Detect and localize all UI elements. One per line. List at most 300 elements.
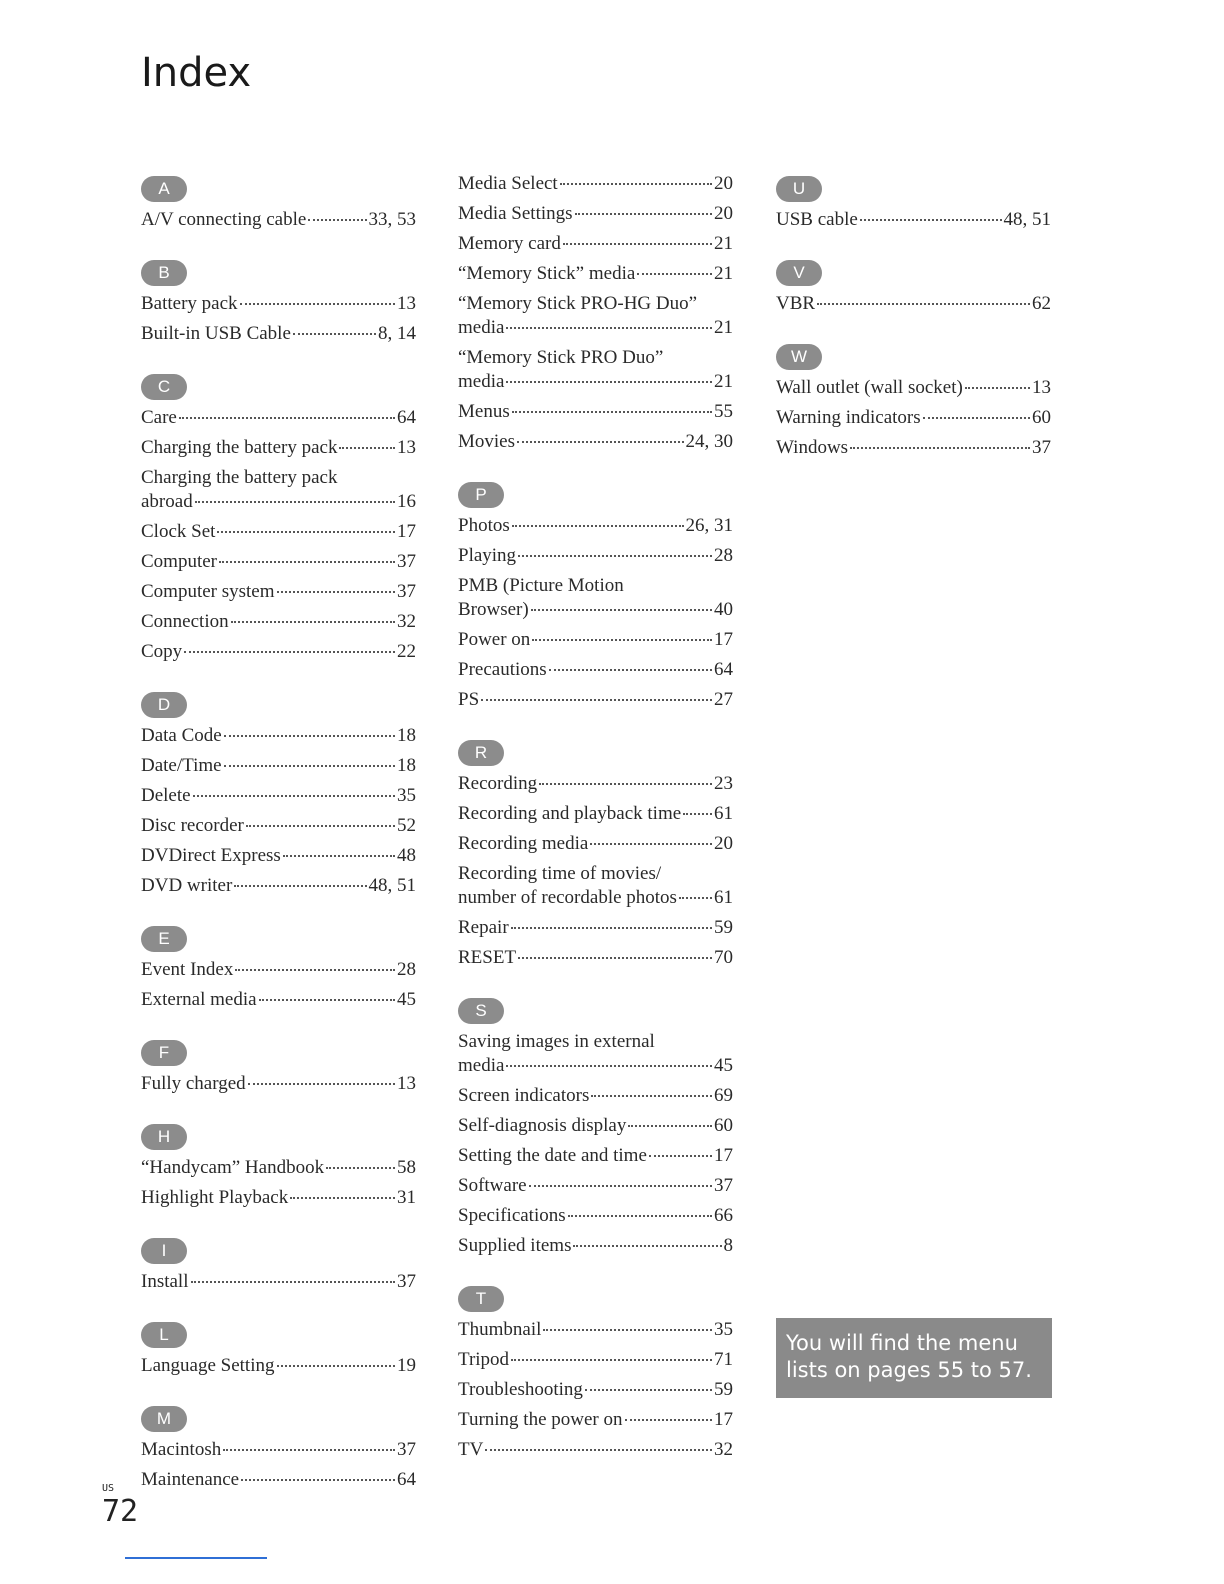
leader-dots: [224, 735, 395, 737]
leader-dots: [219, 561, 395, 563]
entry-name: Menus: [458, 401, 510, 422]
entry-name: Turning the power on: [458, 1409, 623, 1430]
entry-name: Highlight Playback: [141, 1187, 289, 1208]
leader-dots: [277, 591, 395, 593]
index-entry: [458, 862, 733, 910]
entry-page: 64: [397, 407, 416, 428]
entry-page: 55: [714, 401, 733, 422]
leader-dots: [518, 555, 712, 557]
letter-badge: I: [141, 1238, 187, 1264]
leader-dots: [224, 765, 395, 767]
leader-dots: [860, 219, 1002, 221]
entry-page: 48, 51: [368, 875, 416, 896]
index-section: [458, 994, 733, 1282]
entry-name-continued: number of recordable photos: [458, 887, 677, 908]
index-entry: [458, 1114, 733, 1138]
entry-name: Repair: [458, 917, 509, 938]
index-entry: [458, 1234, 733, 1258]
letter-badge: R: [458, 740, 504, 766]
entry-page: 35: [397, 785, 416, 806]
letter-badge: F: [141, 1040, 187, 1066]
index-entry: [141, 724, 416, 748]
entry-name-continued: abroad: [141, 491, 193, 512]
leader-dots: [506, 327, 712, 329]
leader-dots: [506, 1065, 712, 1067]
index-section: [141, 922, 416, 1036]
index-entry: [141, 550, 416, 574]
index-section: [458, 478, 733, 736]
index-entry: [141, 1354, 416, 1378]
page-number: 72: [102, 1494, 139, 1529]
index-entry: [141, 814, 416, 838]
entry-name: Playing: [458, 545, 517, 566]
index-section: [141, 1120, 416, 1234]
entry-page: 26, 31: [685, 515, 733, 536]
leader-dots: [539, 783, 712, 785]
index-section: [776, 340, 1051, 484]
index-entry: [458, 1438, 733, 1462]
entry-page: 37: [397, 1271, 416, 1292]
leader-dots: [191, 1281, 396, 1283]
index-entry: [141, 958, 416, 982]
letter-badge: T: [458, 1286, 504, 1312]
entry-page: 33, 53: [368, 209, 416, 230]
page-number-block: [102, 1483, 138, 1529]
index-entry: [458, 1084, 733, 1108]
entry-page: 17: [397, 521, 416, 542]
index-entry: [141, 208, 416, 232]
entry-name: Media Settings: [458, 203, 573, 224]
entry-name: Screen indicators: [458, 1085, 590, 1106]
entry-name: Recording media: [458, 833, 589, 854]
index-entry: [776, 406, 1051, 430]
entry-page: 8: [723, 1235, 733, 1256]
entry-page: 61: [714, 803, 733, 824]
index-entry: [141, 292, 416, 316]
entry-name: Install: [141, 1271, 189, 1292]
leader-dots: [625, 1419, 713, 1421]
index-entry: [458, 1408, 733, 1432]
index-entry: [141, 1156, 416, 1180]
entry-page: 21: [714, 371, 733, 392]
letter-badge: D: [141, 692, 187, 718]
entry-page: 21: [714, 263, 733, 284]
leader-dots: [512, 525, 684, 527]
entry-page: 20: [714, 203, 733, 224]
entry-name: Built-in USB Cable: [141, 323, 291, 344]
index-entry: [776, 292, 1051, 316]
index-entry: [458, 1318, 733, 1342]
leader-dots: [293, 333, 376, 335]
entry-page: 20: [714, 173, 733, 194]
index-section: [141, 1234, 416, 1318]
leader-dots: [481, 699, 712, 701]
index-entry: [458, 202, 733, 226]
leader-dots: [290, 1197, 395, 1199]
entry-name: Setting the date and time: [458, 1145, 647, 1166]
leader-dots: [235, 969, 395, 971]
entry-page: 31: [397, 1187, 416, 1208]
index-entry: [458, 802, 733, 826]
entry-name: Connection: [141, 611, 229, 632]
entry-page: 64: [397, 1469, 416, 1490]
entry-page: 32: [397, 611, 416, 632]
leader-dots: [339, 447, 395, 449]
entry-page: 32: [714, 1439, 733, 1460]
index-section: [141, 1036, 416, 1120]
entry-name: RESET: [458, 947, 517, 968]
entry-page: 62: [1032, 293, 1051, 314]
entry-name: Recording and playback time: [458, 803, 682, 824]
entry-page: 71: [714, 1349, 733, 1370]
index-entry: [776, 208, 1051, 232]
entry-name: PS: [458, 689, 480, 710]
entry-name: Maintenance: [141, 1469, 240, 1490]
entry-name: Troubleshooting: [458, 1379, 583, 1400]
entry-name: Macintosh: [141, 1439, 222, 1460]
menu-lists-note: You will find the menu lists on pages 55 to 57.: [776, 1318, 1052, 1398]
index-entry: [458, 400, 733, 424]
entry-page: 18: [397, 755, 416, 776]
index-entry: [458, 292, 733, 340]
entry-page: 37: [1032, 437, 1051, 458]
index-entry: [141, 640, 416, 664]
entry-name: Precautions: [458, 659, 547, 680]
index-section: [458, 736, 733, 994]
entry-name-continued: Browser): [458, 599, 529, 620]
entry-name: “Memory Stick PRO-HG Duo”: [458, 293, 698, 314]
entry-name: “Handycam” Handbook: [141, 1157, 325, 1178]
index-entry: [141, 322, 416, 346]
leader-dots: [568, 1215, 712, 1217]
page-title: Index: [141, 50, 252, 96]
entry-name: DVD writer: [141, 875, 233, 896]
index-entry: [458, 1144, 733, 1168]
leader-dots: [518, 957, 712, 959]
index-column-3: [776, 172, 1051, 484]
entry-page: 45: [714, 1055, 733, 1076]
leader-dots: [637, 273, 712, 275]
entry-name: Movies: [458, 431, 515, 452]
entry-page: 8, 14: [378, 323, 416, 344]
index-section: [141, 256, 416, 370]
leader-dots: [248, 1083, 395, 1085]
leader-dots: [511, 927, 712, 929]
index-entry: [458, 946, 733, 970]
index-section: [141, 172, 416, 256]
index-section: [776, 256, 1051, 340]
index-entry: [141, 436, 416, 460]
entry-name: Event Index: [141, 959, 234, 980]
index-entry: [141, 1468, 416, 1492]
entry-page: 16: [397, 491, 416, 512]
leader-dots: [246, 825, 395, 827]
leader-dots: [850, 447, 1030, 449]
index-entry: [458, 1174, 733, 1198]
entry-page: 18: [397, 725, 416, 746]
leader-dots: [628, 1125, 712, 1127]
entry-name: Fully charged: [141, 1073, 246, 1094]
leader-dots: [195, 501, 395, 503]
index-section: [141, 688, 416, 922]
entry-name: Power on: [458, 629, 531, 650]
entry-name: Charging the battery pack: [141, 437, 338, 458]
entry-page: 17: [714, 1145, 733, 1166]
index-entry: [458, 544, 733, 568]
entry-name: Wall outlet (wall socket): [776, 377, 963, 398]
leader-dots: [259, 999, 395, 1001]
leader-dots: [817, 303, 1030, 305]
entry-name: Windows: [776, 437, 849, 458]
index-entry: [776, 376, 1051, 400]
index-entry: [141, 406, 416, 430]
index-entry: [141, 1072, 416, 1096]
index-entry: [141, 784, 416, 808]
entry-page: 22: [397, 641, 416, 662]
index-entry: [458, 1378, 733, 1402]
entry-page: 23: [714, 773, 733, 794]
index-section: [458, 172, 733, 478]
leader-dots: [326, 1167, 395, 1169]
letter-badge: B: [141, 260, 187, 286]
leader-dots: [179, 417, 395, 419]
entry-name: Specifications: [458, 1205, 566, 1226]
index-entry: [458, 832, 733, 856]
index-entry: [141, 1270, 416, 1294]
entry-name: Data Code: [141, 725, 222, 746]
entry-name: Computer system: [141, 581, 275, 602]
entry-page: 13: [397, 293, 416, 314]
entry-page: 66: [714, 1205, 733, 1226]
entry-page: 59: [714, 1379, 733, 1400]
entry-name: External media: [141, 989, 257, 1010]
leader-dots: [683, 813, 712, 815]
entry-page: 21: [714, 233, 733, 254]
entry-page: 69: [714, 1085, 733, 1106]
index-section: [141, 370, 416, 688]
leader-dots: [506, 381, 712, 383]
entry-page: 17: [714, 629, 733, 650]
entry-page: 28: [397, 959, 416, 980]
entry-page: 59: [714, 917, 733, 938]
letter-badge: A: [141, 176, 187, 202]
entry-page: 37: [714, 1175, 733, 1196]
entry-name: Photos: [458, 515, 510, 536]
index-entry: [141, 874, 416, 898]
entry-name: “Memory Stick PRO Duo”: [458, 347, 664, 368]
leader-dots: [308, 219, 366, 221]
entry-page: 20: [714, 833, 733, 854]
leader-dots: [529, 1185, 712, 1187]
letter-badge: C: [141, 374, 187, 400]
entry-page: 21: [714, 317, 733, 338]
entry-page: 45: [397, 989, 416, 1010]
leader-dots: [575, 213, 712, 215]
entry-name: Recording time of movies/: [458, 863, 662, 884]
entry-name: Delete: [141, 785, 191, 806]
index-entry: [141, 466, 416, 514]
leader-dots: [591, 1095, 712, 1097]
entry-name: USB cable: [776, 209, 858, 230]
index-entry: [141, 844, 416, 868]
leader-dots: [532, 639, 712, 641]
entry-name: Battery pack: [141, 293, 238, 314]
index-entry: [458, 514, 733, 538]
entry-page: 70: [714, 947, 733, 968]
entry-name-continued: media: [458, 371, 505, 392]
index-entry: [458, 1204, 733, 1228]
index-section: [776, 172, 1051, 256]
entry-name: “Memory Stick” media: [458, 263, 636, 284]
entry-name: Clock Set: [141, 521, 216, 542]
letter-badge: S: [458, 998, 504, 1024]
leader-dots: [231, 621, 395, 623]
letter-badge: H: [141, 1124, 187, 1150]
index-entry: [458, 346, 733, 394]
leader-dots: [590, 843, 712, 845]
index-section: [458, 1282, 733, 1486]
entry-name: Care: [141, 407, 177, 428]
entry-page: 24, 30: [685, 431, 733, 452]
leader-dots: [549, 669, 712, 671]
index-entry: [458, 430, 733, 454]
letter-badge: P: [458, 482, 504, 508]
entry-page: 64: [714, 659, 733, 680]
index-entry: [141, 754, 416, 778]
leader-dots: [277, 1365, 396, 1367]
letter-badge: L: [141, 1322, 187, 1348]
bottom-rule: [125, 1557, 267, 1559]
entry-name: Language Setting: [141, 1355, 275, 1376]
entry-name: Disc recorder: [141, 815, 244, 836]
index-column-1: [141, 172, 416, 1516]
entry-name: Thumbnail: [458, 1319, 542, 1340]
leader-dots: [512, 411, 712, 413]
letter-badge: U: [776, 176, 822, 202]
entry-page: 13: [397, 1073, 416, 1094]
entry-name: Recording: [458, 773, 538, 794]
entry-name: Computer: [141, 551, 217, 572]
entry-name: Charging the battery pack: [141, 467, 338, 488]
leader-dots: [184, 651, 395, 653]
index-column-2: [458, 172, 733, 1486]
index-entry: [458, 916, 733, 940]
entry-page: 58: [397, 1157, 416, 1178]
leader-dots: [241, 1479, 395, 1481]
leader-dots: [485, 1449, 712, 1451]
leader-dots: [283, 855, 395, 857]
entry-page: 61: [714, 887, 733, 908]
entry-name: PMB (Picture Motion: [458, 575, 624, 596]
leader-dots: [223, 1449, 395, 1451]
index-entry: [141, 1438, 416, 1462]
leader-dots: [531, 609, 712, 611]
entry-page: 19: [397, 1355, 416, 1376]
entry-name: Supplied items: [458, 1235, 572, 1256]
letter-badge: V: [776, 260, 822, 286]
entry-page: 37: [397, 1439, 416, 1460]
entry-page: 40: [714, 599, 733, 620]
index-section: [141, 1402, 416, 1516]
entry-name: A/V connecting cable: [141, 209, 307, 230]
leader-dots: [649, 1155, 712, 1157]
entry-page: 35: [714, 1319, 733, 1340]
entry-name-continued: media: [458, 317, 505, 338]
leader-dots: [585, 1389, 712, 1391]
entry-name: DVDirect Express: [141, 845, 281, 866]
letter-badge: M: [141, 1406, 187, 1432]
index-entry: [141, 988, 416, 1012]
index-entry: [458, 1030, 733, 1078]
entry-name: Tripod: [458, 1349, 510, 1370]
index-entry: [141, 580, 416, 604]
leader-dots: [560, 183, 712, 185]
leader-dots: [517, 441, 684, 443]
entry-page: 48: [397, 845, 416, 866]
entry-page: 60: [1032, 407, 1051, 428]
index-entry: [141, 1186, 416, 1210]
entry-page: 60: [714, 1115, 733, 1136]
index-entry: [458, 628, 733, 652]
index-entry: [141, 610, 416, 634]
leader-dots: [234, 885, 366, 887]
entry-name: Self-diagnosis display: [458, 1115, 627, 1136]
leader-dots: [240, 303, 395, 305]
entry-page: 48, 51: [1003, 209, 1051, 230]
entry-name: VBR: [776, 293, 816, 314]
index-entry: [458, 262, 733, 286]
entry-name: TV: [458, 1439, 484, 1460]
index-section: [141, 1318, 416, 1402]
entry-name: Saving images in external: [458, 1031, 655, 1052]
leader-dots: [217, 531, 395, 533]
index-entry: [458, 574, 733, 622]
index-entry: [458, 232, 733, 256]
entry-name: Memory card: [458, 233, 561, 254]
language-code: US: [102, 1483, 115, 1494]
leader-dots: [511, 1359, 712, 1361]
entry-page: 13: [1032, 377, 1051, 398]
entry-page: 37: [397, 581, 416, 602]
index-entry: [458, 772, 733, 796]
leader-dots: [923, 417, 1030, 419]
entry-page: 17: [714, 1409, 733, 1430]
index-entry: [141, 520, 416, 544]
index-entry: [776, 436, 1051, 460]
entry-name-continued: media: [458, 1055, 505, 1076]
index-entry: [458, 1348, 733, 1372]
leader-dots: [679, 897, 712, 899]
index-entry: [458, 172, 733, 196]
entry-name: Copy: [141, 641, 183, 662]
leader-dots: [543, 1329, 712, 1331]
leader-dots: [965, 387, 1030, 389]
entry-name: Media Select: [458, 173, 558, 194]
letter-badge: W: [776, 344, 822, 370]
leader-dots: [193, 795, 395, 797]
entry-name: Date/Time: [141, 755, 222, 776]
index-entry: [458, 658, 733, 682]
index-entry: [458, 688, 733, 712]
leader-dots: [573, 1245, 721, 1247]
entry-name: Software: [458, 1175, 527, 1196]
letter-badge: E: [141, 926, 187, 952]
entry-page: 28: [714, 545, 733, 566]
entry-page: 52: [397, 815, 416, 836]
entry-page: 37: [397, 551, 416, 572]
entry-page: 27: [714, 689, 733, 710]
entry-name: Warning indicators: [776, 407, 921, 428]
